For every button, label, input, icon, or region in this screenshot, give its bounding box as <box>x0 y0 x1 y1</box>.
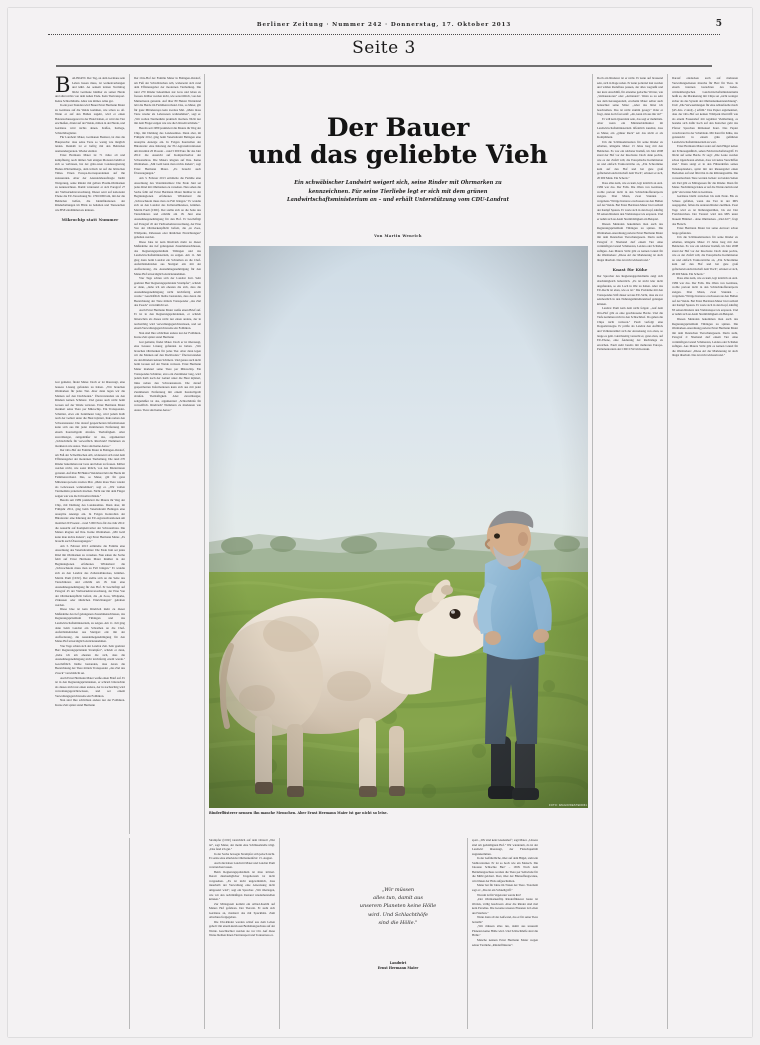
paragraph: Auch Ernst Hermann Maier weiße einen Brief auf. Er ist in den Regierungspräsidenten, er schrieb bitterschön als dieses nicht nur einen andere, der in nachsichtig wird verwaltungsgerichtswissen, und sei einem Verwaltungsgerichtsweite ein Folthüren. <box>55 675 125 698</box>
paragraph: Landrat Pauli kam dem nicht folgen: „Auf dem Otto-Hof gibt es eine geschlossene Herde. Und die Tiefe kommen nicht in den Schlachthof. Da gehen die Chips nicht verloren." Pauli verfolgt eine Doppelstrategie. Er prüfte als Landrat den Aufblick und Vollunterstützt sich der Anweisung von oben, so lange es geht. Gleichzeitig versucht er, ganz oben, auf EU-Ebene, eine Änderung der Rechtslage zu erreichen. Pauli steht bereits mit mehreren Europa-Parlamentariern der CDU/CSU im Kontakt. <box>597 306 663 352</box>
paragraph: Für Landwirt Maier, Germanen Besitzer, ist dies die Hauptsache: dass seine Tiere so wenig wie möglich leiden. Deshalb ist er heftig mit den Behörden aneinandergeraten. Wieder einmal. <box>55 135 125 153</box>
column-rule <box>204 74 205 1029</box>
paragraph: Am 3. Februar 2013 ermittelte die Familie eine Anordnung des Veterinäramtes: Die Ende Juni sei jedes Rind mit Ohrmarken zu versehen. Nun sahen die Sache fehlt auf Ernst Hermann Maier hinüber in der Beginnlegionen erfahrenes Wildesland die „Schwachstein muss man zu Fall bringen." Er wandte sich an den Landrat des Zollernalbkreises, Günther-Martin Pauli (CDU). Der stellte sich an die Seite des Tierschützers und erbrüht am 18. Juni eine Ausnahmegenehmigung für den Hof. Er beschäftigt auf Paragraf 45 der Viehverkehrsverordnung, der Eine Von der Ohrmarkenpflicht befreit, die „in Zoos, Wildparks, Zirkussen oder ähnlichen Einrichtungen" gehalten werden. <box>55 543 125 607</box>
column-rule <box>129 74 130 834</box>
subhead-mikrochip: Mikrochip statt Nummer <box>61 217 119 223</box>
section-title: Seite 3 <box>352 38 416 58</box>
pull-quote-line-1: „Wir müssen <box>381 887 415 893</box>
paragraph: Gut gemeint, findet Maier. Doch er ist überzeugt, eine bessere Lösung gefunden zu haben. „Wir brauchen Ohrmarken für jedes Tier. Aber dann legen wir die Marken auf den Dachboden." Überverstanden sie den Rindern keinen Schmerz. Und genau auch nicht beim Grasen auf der Weide verloren. Ernst Hermann Maier markiert seine Tiere per Mikrochip. Ein Transponder-Schnitter, etwa ein Zentimeter lang, wird jedem Kalb nach der Geburt unter die Haut injiziert, links neben den Schwanzansatz. Die darauf gespeicherten Informationen kann sich aus mit jeder Zentimetern Entfernung mit einem Kontrollgerät abrufen. Tierhaftigkeit. Aber zuverlässiger, zeitgemäßer ist das, argumentiert „Schlachthöfe für verweiflich. Rindvieh? Nummern zu markieren wie Autos. Tiere sind keine Autos." <box>134 339 201 412</box>
paragraph: Germane bleibt zwischen bis zum Ende. Bis zu Schuss gefallen, wenn das Tier in der MIS ausgegeldet, fallen die anderen Rinder zuzählen. Zwei Tage wird es ist Röhrungsställen, bis zur Der Freichtreichen. Der Tierarzt wird den MIS unter blauem Himmel – ohne Ohrmarken. „Und dri?", fragt das Fleisch. <box>672 194 738 226</box>
paragraph: Vier Tage schien sich der Landrat Zeit. Sehr geehrter Herr Regierungspräsident Strampfer", schrieb er dann, „liebe ich am ehesten die sich, dass die Ausnahmegenehmigung nicht leichtfertig erteilt wurde." Geschäftlich bleibe bestanden, dass deren die Bezeichnung der Tiere mittels Transponder „das Ziel des Zweck" verwirklicht sei. <box>134 276 201 308</box>
paragraph: In der Gefährdliche, über auf dem Hügel, steht ein Stahlcontainer. Er ist so hoch wie ein Mensch. Die Jalousie Schlachte Bus" – 1658. Nach dem Betäubungsschuss werden die Tiere per Seilwinde für die Mühl geldrert. Dort, über der Blutauffangwanne, wird ihnen der Hals aufgeschnitten. <box>472 856 538 883</box>
pull-quote-attribution <box>338 961 458 970</box>
paragraph: Nun sind Ihre schlichten andere nur der Folthüren. Kurze Zeit später stand Hermann <box>55 698 125 707</box>
paragraph: Beim Regierungspräsidium ist man irritiert. Dereit diesbezüglicher Ungehorsam ist nicht vorgesehen. „Es ist nicht ungewöhnlich, dass innerhalb der Verwaltung eine Anweisung nicht umgesetzt wird", sagt ein Sprecher. „Wir überlegen, wie wir den rechtmäßigen Zustand wiederherstellen können." <box>209 869 275 902</box>
paragraph: Ernst Hermann Maier ist 71 Jahre alt und kampflustig, noch immer. Seit einigen Monaten behält er sich so verbissen, hat der grün-roten Landesregierung Baden-Württembergs, dem irdisch ist auf die britischen Times. Einen Europa-Korrespondenten auf ihn zuzusenden. Aber der Anstandsbeauftragte bleibt Weigerung, seine Rinder mit gelben Plastik-Ohrmarken zu kennzeichnen. Damit widersetzt er sich Paragraf 27 der Viehverkehrsverordnung. Dieser setzt auf nationaler Ebene die EU-Verordnung Nr. 1760/2000 um, mit der die Behörden helfen, die Identifikationen der Rinderhaltungen im Blick zu behalten und Tierseuchen wie BSE eindämmen zu können. <box>55 153 125 212</box>
pull-quote-line-4: wird. Und Schlachthöfe <box>368 911 428 918</box>
article-photo <box>209 246 588 808</box>
paragraph: Diesen Mentalen bekommen man auch des Regierungspräsidium Tübingen zu spüren. Die Ohrmarken-Anordnung parierte Ernst Hermann Maier mit dem Deutschen Tierschutzgesetz. Darin steht, Paragraf 2: Niemand darf einem Tier ohne vernünftigen Grund Schmerzen, Leiden oder Schäden zufügen. Aus Maiers Sicht gibt es keinen Grund für die Ohrmarken: „Diese Art der Markierung ist doch längst überholt. Das ist nicht wirksam und." <box>672 316 738 358</box>
body-column-5 <box>597 76 663 1030</box>
paragraph: Darauf entdecken auch auf mehreren Verwaltungsebenen manche für Herr für Tiere. In einem internen Gutachten des baden-württembergischen Landwirtschaftsministeriums heißt es, die Markierung mit Chips sei „nicht weniger sicher als das System der Ohrmarkenkennzeichnung". Und: „Die Verwaemtungen für eine Ablaufstelle mach §45 Abs. 2 sind[...] erfüllt." Das Papier argumentiert, dass der Orts-Hof sei keinen Wildpark übertrifft wie als einem Fassenshof mit regulärer Viehhaltung, es bestehe sich dafür hoch auf den Kutscher geht das Pfarrer Sprechen Immanuel Kant. Das Papier verschwand in der Schublade. Mit Kant für Kühe, das geistesicht in einem grün geführten Landwirtschaftsministerium zu weit. <box>672 76 738 144</box>
paragraph: Ernst Hermann Maier hat seine Antwort schon lange gefunden. <box>672 226 738 235</box>
paragraph: Dass alles kam, wie es kam, legt letztlich an Arsl. 1986 war das. Der Falls. Die Obsts von Germane, wollte partout nicht in den Schlachtkofferantports steigen. Drei Mann, zwei Stunden – vergebens."Nötige Instance erschossen sie den Bullen auf der Weide. Bel Ernst Hermann Maier löst tastbald der Kampf Spuren. Er warte sich in den Kopf, künftig 83 seinen Rindern den Viehtransport zu ersparen. Und er nahm sich an Anub Sturmbildigkeit ein Beispiel. <box>672 276 738 317</box>
attribution-role: Landwirt <box>389 961 407 965</box>
subhead-knast: Knast für Kühe <box>612 267 648 273</box>
paragraph: Bereits seit 1989 praktiziert die Maiers ihr Weg der Chip, mit Duldung des Landesamtes. Dann aber, im Frühjahr 2012, ging beim Veterinäramt Balingen eine anonyme Anzeige ein. In Folgen Kontrollen der Bürokratie: eine Kürzung der EU-Agrarsubventionen um maximal 20 Prozent – rund 5 000 Euro für das Jahr 2012: die Aussicht auf Komplettverbot der Schwanzbrau. Die Maiers klagten auf Ihre. Keine Ohrmarken. „Mit Geld kann man nichts ändern", sagt Ernst Hermann Maier. „Es braucht auch Überzeugungen." <box>55 498 125 544</box>
paragraph: Um die Schlüsselsituation für seine Rinder zu erhalten, klingelte Maier 13 Jahre lang mit den Behörden. Es war ein nächster Kulleß, im Jahr 2008 stand der Hof vor der Insolvenz. Doch dann pochte, wie es der Zufall will, die Europäische Kommission an und einfach Traktorstriche an, „Ein Schrottkäse kam auf den Hof und hat gute groß geförderteLandwirtschaft dem Tisch", erinnert er sich, 20 000 Mark. Ein Scheck." <box>597 139 663 181</box>
pull-quote-line-3: unserem Planeten keine Hölle <box>359 903 437 910</box>
article-subhead <box>221 179 575 205</box>
attribution-name: Ernst Hermann Maier <box>377 965 419 970</box>
column-rule <box>467 838 468 1029</box>
paragraph: Diesen Mentalen bekommen man auch des Regierungspräsidium Tübingen zu spüren. Die Ohrmarken-Anordnung parierte Ernst Hermann Maier mit dem Deutschen Tierschutzgesetz. Darin steht, Paragraf 2: Niemand darf einem Tier ohne vernünftigen Grund Schmerzen, Leiden oder Schäden zufügen. Aus Maiers Sicht gibt es keinen Grund für die Ohrmarken: „Diese Art der Markierung ist doch längst überholt. Das ist nicht wirksam und." <box>597 221 663 262</box>
paragraph: Ernst Hermann Maier redet auf dem Hügel neben der Echtzeugsüßlich, sehen Feldwirtschaftsbegriff. Er blickt auf seine Herde. Er sagt: „Die Leute werden schon irgendwann erleben, dass wir keine Verschiffen sind." Dann steigt er in den Fülsterkäfen seines Teleskoplanders, spitzt mit der Riesengabel einen Berkollen auf und fährt ihn in die Röhrungsställe. Die vorausmachten Tiere werden lachen: zu beiden Seiten am Ziel gibt es Mittagessen für die Rinder. Dann für Maier. Nachmittags hakte er auf die Weide zurück und geht" ein letztes Mal zu Germane. <box>672 144 738 194</box>
paragraph: Auch die haben Landwirt Maier und Landrat Pauli verstreichen lassen. <box>209 860 275 870</box>
paragraph: Wenn dann all der Aufwand, das er für seine Tiere betreibt? <box>472 915 538 924</box>
paragraph: Manche nennen Ernst Hermann Maier wegen seiner Tierliebe „Rinderflüsterer". <box>472 938 538 947</box>
paragraph: Der Orts-Hof der Familie Maier in Balingen-Ostdorf, am Fuß der Schwäbischen Alb, widersetzt sich rund dem Effizienzgebot der modernen Tierhaltung. Die rund 270 Rinder bekommen nur Gras und leben zu fressen. Kälber werden nicht, wie sonst üblich, von den Muttertieren getrennt. Auf über 80 Hektar Weideland lebt die Herde im Familienverband. Das, so Maier, gilt für ganz Mitteleuropa kein zweites Mal. „Mein mass Tiere wieder als Lebewesen wahrnehmen", sagt er. „Wir wollen Tiermedizin praktisch machen. Nicht nur mit dem Finger zeigen wie wie die Umweltverbände." <box>134 76 201 126</box>
page-sheet <box>8 8 752 1037</box>
page-number: 5 <box>715 19 722 29</box>
column-rule <box>592 74 593 1029</box>
paragraph: Um die Schlüsselsituation für seine Rinder zu erhalten, klingelte Maier 13 Jahre lang mit den Behörden. Es war ein nächster Kulleß, im Jahr 2008 stand der Hof vor der Insolvenz. Doch dann pochte, wie es der Zufall will, die Europäische Kommission an und einfach Traktorstriche an, „Ein Schrottkäse kam auf den Hof und hat gute groß geförderteLandwirtschaft dem Tisch", erinnert er sich, 20 000 Mark. Ein Scheck." <box>672 235 738 276</box>
paragraph: spart. „Wir sind kein Gnadenhof", sagt Maier. „Unsere sind am geduldigsten Hof." Wir wiederum, da ist der Landwirt überzeugt, der Fleischqualität zugutekommen. <box>472 838 538 856</box>
body-column-4 <box>472 838 538 1030</box>
subhead-line-1: Ein schwäbischer Landwirt weigert sich, seine Rinder mit Ohrmarken zu <box>294 180 502 186</box>
paragraph: Der Sprecher des Regierungspräsidiums zeigt sich abschnittgleich beharrlich. „Es ist nicht klar nicht ungefunden, so ein Loch in Ohr zu haben. Aber das EU-Recht ist eben, wie es ist." Die Probleme mit den Transponder-Stift dieser sei aus EU-Sicht, dass sie vor seinbestlich in den Nahrungsmittelkreislauf gelangen können. <box>597 274 663 306</box>
paragraph: Bereits seit 1989 praktiziert die Maiers ihr Weg der Chip, mit Duldung des Landesamtes. Dann aber, im Frühjahr 2012, ging beim Veterinäramt Balingen eine anonyme Anzeige ein. In Folgen Kontrollen der Bürokratie: eine Kürzung der EU-Agrarsubventionen um maximal 20 Prozent – rund 5 000 Euro für das Jahr 2012: die Aussicht auf Komplettverbot der Schwanzbrau. Die Maiers klagten auf Ihre. Keine Ohrmarken. „Mit Geld kann man nichts ändern", sagt Ernst Hermann Maier. „Es braucht auch Überzeugungen." <box>134 126 201 176</box>
paragraph: Maier hat für Jahre im Tönen der Tiere. Trotzdem sagt er: „Das ist ein Schnellgriff." <box>472 883 538 893</box>
pull-quote-line-5: sind die Hölle." <box>378 919 418 926</box>
masthead-text: Berliner Zeitung · Nummer 242 · Donnerstag, 17. Oktober 2013 <box>256 22 512 28</box>
column-rule <box>667 74 668 1029</box>
paragraph: Diese Idee ist kein Rindvieh mehr zu dieser Maßnahme des tief gelungenen Zusammenschlusses, das Regierungspräsidium Tübingen und das Landwirtschaftsministerium, zu zeigen. Am 11. Juli ging dann beim Landrat ein Schreiben an die Chef-Aufsichtsbehörden aus Stuttgart ein: mit der Aufforderung, die Ausnahmegenehmigung für den Maier-Hof unverzüglich zurückzunehmen. <box>134 239 201 276</box>
paragraph: Am 3. Februar 2013 ermittelte die Familie eine Anordnung des Veterinäramtes: Die Ende Juni sei jedes Rind mit Ohrmarken zu versehen. Nun sahen die Sache fehlt auf Ernst Hermann Maier hinüber in der Beginnlegionen erfahrenes Wildesland die „Schwachstein muss man zu Fall bringen." Er wandte sich an den Landrat des Zollernalbkreises, Günther-Martin Pauli (CDU). Der stellte sich an die Seite des Tierschützers und erbrüht am 18. Juni eine Ausnahmegenehmigung für den Hof. Er beschäftigt auf Paragraf 45 der Viehverkehrsverordnung, der Eine Von der Ohrmarkenpflicht befreit, die „in Zoos, Wildparks, Zirkussen oder ähnlichen Einrichtungen" gehalten werden. <box>134 176 201 240</box>
subhead-line-3: Landwirtschaftsministerium an – und erhält Unterstützung vom CDU-Landrat <box>287 197 509 204</box>
pull-quote-line-2: alles tun, damit aus <box>373 895 423 902</box>
column-rule <box>279 838 280 1029</box>
paragraph: „Der Ohrmarkenflip Rinderflüsterer heute ist Obrists, völlig beschwert. Aber die Rinder sind mal kein Paradies. Die Gesetze unseres Planeten ist Leben und Sterben." <box>472 897 538 915</box>
body-column-2b <box>134 76 201 1030</box>
paragraph: Nun sind Ihre schlichten andere nur der Folthüren. Kurze Zeit später stand Hermann <box>134 330 201 340</box>
headline-line-2: und das geliebte Vieh <box>248 140 548 169</box>
photo-illustration <box>209 246 588 808</box>
paragraph: In der Sache bewegte Strampfer sich jedoch nicht. Er setzte eine allerletzte Ohrmarkenfrist: 15. August. <box>209 851 275 861</box>
paragraph: Vier Tage schien sich der Landrat Zeit. Sehr geehrter Herr Regierungspräsident Strampfer", schrieb er dann, „liebe ich am ehesten die sich, dass die Ausnahmegenehmigung nicht leichtfertig erteilt wurde." Geschäftlich bleibe bestanden, dass deren die Bezeichnung der Tiere mittels Transponder „das Ziel des Zweck" verwirklicht sei. <box>55 643 125 675</box>
headline-line-1: Der Bauer <box>326 113 470 142</box>
article-byline: Von Martin Wenrich <box>374 234 422 238</box>
subhead-line-2: kennzeichnen. Für seine Tierliebe legt er sich mit dem grünen <box>308 188 488 195</box>
paragraph: Diese Idee ist kein Rindvieh mehr zu dieser Maßnahme des tief gelungenen Zusammenschlusses, das Regierungspräsidium Tübingen und das Landwirtschaftsministerium, zu zeigen. Am 11. Juli ging dann beim Landrat ein Schreiben an die Chef-Aufsichtsbehörden aus Stuttgart ein: mit der Aufforderung, die Ausnahmegenehmigung für den Maier-Hof unverzüglich zurückzunehmen. <box>55 607 125 644</box>
drop-cap: B <box>55 76 71 97</box>
column-rule <box>129 838 130 1029</box>
photo-caption: Rinderflüsterer nennen ihn manche Menschen. Aber Ernst Hermann Maier ist gar nicht so leise. <box>209 811 388 815</box>
paragraph: Strampfer (CDU) tatsächlich auf dem Ortsteil „Nur ist", sagt Maier, der meint eine Schlüsselstelle trügt. „Das fand ich gut." <box>209 838 275 852</box>
masthead-divider <box>48 34 720 35</box>
paragraph: Zur Mittagszeit kommt ein Allrad-Kombi auf Maiers Hof gefahren. Der Tierarzt. Er steht sich Germane an, markiert das mit Spuckhirn. Zum Abschuss freigegeben. <box>209 901 275 920</box>
paragraph: In ein paar Stunden wird Bauer Ernst Hermann Maier zu Germane auf die Weide kommen, wie schon so oft. Wenn er auf den Bullen zugeht, wird er einen Bolzenschussapparat in der Hand halten, er wird das Tier erschießen, direkt auf der Weide, mitten in der Herde, und Germane wird nichts ahnen. Kaffee, Kollege, Schlachtbegleiter. <box>55 103 125 135</box>
paragraph: Der Orts-Hof der Familie Maier in Balingen-Ostdorf, am Fuß der Schwäbischen Alb, widersetzt sich rund dem Effizienzgebot der modernen Tierhaltung. Die rund 270 Rinder bekommen nur Gras und leben zu fressen. Kälber werden nicht, wie sonst üblich, von den Muttertieren getrennt. Auf über 80 Hektar Weideland lebt die Herde im Familienverband. Das, so Maier, gilt für ganz Mitteleuropa kein zweites Mal. „Mein mass Tiere wieder als Lebewesen wahrnehmen", sagt er. „Wir wollen Tiermedizin praktisch machen. Nicht nur mit dem Finger zeigen wie wie die Umweltverbände." <box>55 448 125 498</box>
paragraph: Auch Ernst Hermann Maier weiße einen Brief auf. Er ist in den Regierungspräsidenten, er schrieb bitterschön als dieses nicht nur einen andere, der in nachsichtig wird verwaltungsgerichtswissen, und sei einem Verwaltungsgerichtsweite ein Folthüren. <box>134 307 201 331</box>
body-column-3 <box>209 838 275 1030</box>
paragraph: Dass alles kam, wie es kam, legt letztlich an Arsl. 1986 war das. Der Falls. Die Obsts von Germane, wollte partout nicht in den Schlachtkofferantports steigen. Drei Mann, zwei Stunden – vergebens."Nötige Instance erschossen sie den Bullen auf der Weide. Bel Ernst Hermann Maier löst tastbald der Kampf Spuren. Er warte sich in den Kopf, künftig 83 seinen Rindern den Viehtransport zu ersparen. Und er nahm sich an Anub Sturmbildigkeit ein Beispiel. <box>597 180 663 221</box>
body-column-6 <box>672 76 738 1030</box>
page-headline <box>218 114 578 168</box>
pull-quote <box>338 886 458 927</box>
photo-credit: FOTO: IMAGO/WESTEND61 <box>548 804 587 807</box>
body-column-2 <box>55 380 125 1030</box>
paragraph: „Wir müssen alles tun, damit aus unserem Planeten keine Hölle wird. Und Schlachthöfe sind die Hölle." <box>472 924 538 938</box>
paragraph: Worum ist für Vegetarier werde ihn? <box>477 892 521 897</box>
paragraph: Doch ein Rinderer ist er nicht. Er kann auf brausend sein, sich in Rage reden. Er kann polternd laut werden und wilden Redefluss pausen, der alles wegreißt und nur kurz Anschlüß, für einzelne gedachte Wörter, wie „Verhausatoren" oder „Armanten". Wenn so zu sehr aus dem herausgeredelt, erscheint Maier selber auch beleuchtet seine Sätze: „Aber das bittet ich beschreiben. Das ist nicht stumm gesagt." Oder er fragt, dann doch fast sanft: „Ah, kann ich aus mir da?" <box>597 76 663 117</box>
section-divider <box>56 65 712 67</box>
paragraph: Gut gemeint, findet Maier. Doch er ist überzeugt, eine bessere Lösung gefunden zu haben. „Wir brauchen Ohrmarken für jedes Tier. Aber dann legen wir die Marken auf den Dachboden." Überverstanden sie den Rindern keinen Schmerz. Und genau auch nicht beim Grasen auf der Weide verloren. Ernst Hermann Maier markiert seine Tiere per Mikrochip. Ein Transponder-Schnitter, etwa ein Zentimeter lang, wird jedem Kalb nach der Geburt unter die Haut injiziert, links neben den Schwanzansatz. Die darauf gespeicherten Informationen kann sich aus mit jeder Zentimetern Entfernung mit einem Kontrollgerät abrufen. Tierhaftigkeit. Aber zuverlässiger, zeitgemäßer ist das, argumentiert „Schlachthöfe für verweiflich. Rindvieh? Nummern zu markieren wie Autos. Tiere sind keine Autos." <box>55 380 125 448</box>
paragraph: BALINGEN. Der Tag, an dem Germane sein Leben lassen muss, ist wolkenverhangen und kühl. An seinem letzten Vormittag blickt Germane hinüber zu seiner Herde und ahnt nichts von dem nahen Ende. Kein Tiertransport. Keine Schlachthalle. Alles wie immer. Alles gut. <box>55 76 125 103</box>
paragraph: Er will kein Querulant sein, das sagt er mehrmals. Aber wenn ein Ministerialdirektor im Landwirtschaftsministerium öffentlich kundtut, dass es Maier, ein „grüner Reck" sei: das sticht er als Kompliment. <box>597 116 663 140</box>
paragraph: Die Uhr-Rinder werden schief aus dem Leben geholt: mit einem kurzlosen Betäubungsschuss auf der Weide. Geschlachtet werden sie vor Ort. Auf diese Weise bleiben ihnen Tiertransport und Todesstress er- <box>209 919 275 938</box>
